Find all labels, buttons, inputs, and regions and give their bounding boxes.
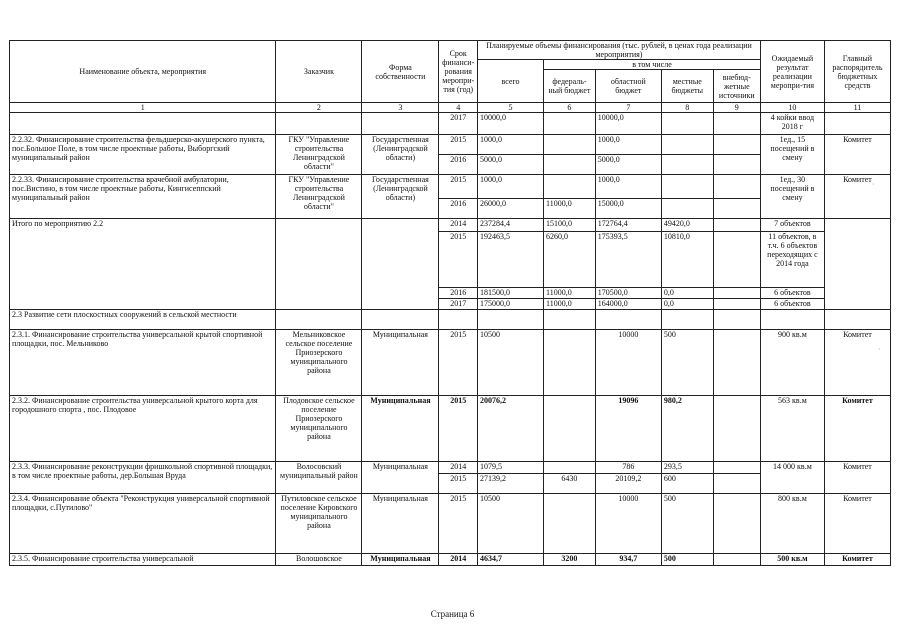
colnum: 3: [362, 103, 439, 113]
cell-customer: Путиловское сельское поселение Кировского муниципального района: [276, 494, 362, 554]
cell-total: 175000,0: [477, 299, 543, 310]
hdr-term: Срок финанси-рования меропри-тия (год): [439, 41, 478, 103]
cell-customer: ГКУ "Управление строительства Ленинградской области": [276, 175, 362, 219]
colnum: 11: [824, 103, 890, 113]
table-row: [10, 462, 891, 474]
cell-name: 2.3.3. Финансирование реконструкции фришкольной спортивной площадки, в том числе проектные работы, дер.Большая Вруда: [10, 462, 276, 494]
cell-total: 20076,2: [477, 396, 543, 462]
cell-result: 800 кв.м: [760, 494, 824, 554]
cell-name: 2.3.1. Финансирование строительства универсальной крытой спортивной площадки, пос. Мельниково: [10, 330, 276, 396]
cell-result: 6 объектов: [760, 299, 824, 310]
table-row: [10, 330, 891, 396]
colnum: 7: [595, 103, 661, 113]
cell-total: 27139,2: [477, 474, 543, 494]
cell-form: Муниципальная: [362, 396, 439, 462]
cell-year: 2015: [439, 474, 478, 494]
cell-year: 2016: [439, 288, 478, 299]
cell-year: 2015: [439, 135, 478, 155]
colnum: 1: [10, 103, 276, 113]
hdr-regional: областной бюджет: [595, 70, 661, 103]
cell-regional: 175393,5: [595, 232, 661, 288]
cell-local: 500: [661, 494, 713, 554]
cell-total: 26000,0: [477, 199, 543, 219]
cell-year: 2014: [439, 554, 478, 566]
cell-year: 2014: [439, 219, 478, 232]
cell-form: Государственная (Ленинградской области): [362, 135, 439, 175]
cell-customer: ГКУ "Управление строительства Ленинградской области": [276, 135, 362, 175]
table-row: [10, 135, 891, 155]
colnum: 6: [544, 103, 596, 113]
cell-year: 2015: [439, 396, 478, 462]
cell-total: 5000,0: [477, 155, 543, 175]
cell-result: 11 объектов, в т.ч. 6 объектов переходящих с 2014 года: [760, 232, 824, 288]
cell-name: Итого по мероприятию 2.2: [10, 219, 276, 310]
cell-regional: 1000,0: [595, 135, 661, 155]
cell-total: 192463,5: [477, 232, 543, 288]
cell-year: 2015: [439, 330, 478, 396]
cell-total: 10500: [477, 494, 543, 554]
cell-local: 500: [661, 554, 713, 566]
cell-federal: 11000,0: [544, 299, 596, 310]
cell-federal: 6430: [544, 474, 596, 494]
cell-manager: Комитет: [824, 462, 890, 494]
cell-federal: 6260,0: [544, 232, 596, 288]
cell-regional: 10000: [595, 494, 661, 554]
cell-manager: Комитет: [824, 554, 890, 566]
cell-name: 2.2.32. Финансирование строительства фельдшерско-акушерского пункта, пос.Большое Поле, в том числе проектные работы, Выборгский муниципальный район: [10, 135, 276, 175]
cell-regional: 20109,2: [595, 474, 661, 494]
cell-local: 600: [661, 474, 713, 494]
table-row: [10, 113, 891, 135]
scan-mark: ·: [872, 180, 875, 189]
table-row: [10, 219, 891, 232]
cell-result: 7 объектов: [760, 219, 824, 232]
cell-result: 6 объектов: [760, 288, 824, 299]
cell-total: 1000,0: [477, 135, 543, 155]
cell-name: 2.3.5. Финансирование строительства универсальной: [10, 554, 276, 566]
cell-form: Муниципальная: [362, 462, 439, 494]
cell-customer: Волошовское: [276, 554, 362, 566]
colnum: 8: [661, 103, 713, 113]
cell-federal: 11000,0: [544, 199, 596, 219]
cell-regional: 934,7: [595, 554, 661, 566]
cell-total: 4634,7: [477, 554, 543, 566]
cell-manager: Комитет: [824, 135, 890, 175]
page-number: Страница 6: [430, 609, 475, 619]
cell-local: 49420,0: [661, 219, 713, 232]
cell-manager: Комитет: [824, 175, 890, 219]
cell-year: 2016: [439, 155, 478, 175]
hdr-manager: Главный распорядитель бюджетных средств: [824, 41, 890, 103]
cell-regional: 1000,0: [595, 175, 661, 199]
colnum: 5: [477, 103, 543, 113]
cell-regional: 786: [595, 462, 661, 474]
cell-result: 900 кв.м: [760, 330, 824, 396]
hdr-planned: Планируемые объемы финансирования (тыс. рублей, в ценах года реализации мероприятия): [477, 41, 760, 60]
cell-regional: 164000,0: [595, 299, 661, 310]
document-page: [9, 40, 891, 566]
cell-regional: 15000,0: [595, 199, 661, 219]
cell-local: 500: [661, 330, 713, 396]
cell-customer: Мельниковское сельское поселение Приозерского муниципального района: [276, 330, 362, 396]
cell-year: 2016: [439, 199, 478, 219]
financing-table: [9, 40, 891, 566]
cell-regional: 10000: [595, 330, 661, 396]
hdr-federal: федераль-ный бюджет: [544, 70, 596, 103]
hdr-name: Наименование объекта, мероприятия: [10, 41, 276, 103]
cell-year: 2017: [439, 113, 478, 135]
cell-result: 4 койки ввод 2018 г: [760, 113, 824, 135]
cell-regional: 172764,4: [595, 219, 661, 232]
cell-local: 293,5: [661, 462, 713, 474]
cell-result: 1ед., 30 посещений в смену: [760, 175, 824, 219]
cell-manager: Комитет: [824, 396, 890, 462]
cell-customer: Волосовский муниципальный район: [276, 462, 362, 494]
table-row: [10, 494, 891, 554]
scan-mark: ·: [878, 345, 881, 354]
table-row: [10, 396, 891, 462]
cell-year: 2017: [439, 299, 478, 310]
cell-federal: 3200: [544, 554, 596, 566]
cell-year: 2015: [439, 494, 478, 554]
cell-name: 2.2.33. Финансирование строительства врачебной амбулатории, пос.Вистино, в том числе проектные работы, Кингисеппский муниципальный район: [10, 175, 276, 219]
hdr-result: Ожидаемый результат реализации меропри-тия: [760, 41, 824, 103]
cell-year: 2015: [439, 175, 478, 199]
table-row: [10, 310, 891, 330]
cell-total: 181500,0: [477, 288, 543, 299]
hdr-customer: Заказчик: [276, 41, 362, 103]
cell-result: 500 кв.м: [760, 554, 824, 566]
cell-total: 237284,4: [477, 219, 543, 232]
cell-total: 1000,0: [477, 175, 543, 199]
cell-federal: 11000,0: [544, 288, 596, 299]
table-row: [10, 175, 891, 199]
table-row: [10, 554, 891, 566]
cell-local: 980,2: [661, 396, 713, 462]
cell-regional: 10000,0: [595, 113, 661, 135]
hdr-extra: внебюд-жетные источники: [713, 70, 760, 103]
cell-form: Муниципальная: [362, 554, 439, 566]
cell-year: 2014: [439, 462, 478, 474]
cell-federal: 15100,0: [544, 219, 596, 232]
hdr-form: Форма собственности: [362, 41, 439, 103]
cell-result: 563 кв.м: [760, 396, 824, 462]
cell-total: 10500: [477, 330, 543, 396]
hdr-total: всего: [477, 60, 543, 103]
cell-name: 2.3.2. Финансирование строительства универсальной крытого корта для городошного спорта , пос. Плодовое: [10, 396, 276, 462]
cell-name: 2.3.4. Финансирование объекта "Реконструкция универсальной спортивной площадки, с.Путилово": [10, 494, 276, 554]
cell-manager: Комитет: [824, 330, 890, 396]
cell-local: 0,0: [661, 288, 713, 299]
hdr-incl: в том числе: [544, 60, 761, 70]
cell-form: Муниципальная: [362, 494, 439, 554]
cell-regional: 19096: [595, 396, 661, 462]
colnum: 4: [439, 103, 478, 113]
section-title: 2.3 Развитие сети плоскостных сооружений в сельской местности: [10, 310, 276, 330]
cell-result: 1ед., 15 посещений в смену: [760, 135, 824, 175]
cell-total: 1079,5: [477, 462, 543, 474]
cell-total: 10000,0: [477, 113, 543, 135]
hdr-local: местные бюджеты: [661, 70, 713, 103]
colnum: 9: [713, 103, 760, 113]
cell-manager: Комитет: [824, 494, 890, 554]
colnum: 2: [276, 103, 362, 113]
cell-form: Муниципальная: [362, 330, 439, 396]
cell-regional: 5000,0: [595, 155, 661, 175]
cell-regional: 170500,0: [595, 288, 661, 299]
cell-year: 2015: [439, 232, 478, 288]
cell-customer: Плодовское сельское поселение Приозерского муниципального района: [276, 396, 362, 462]
cell-local: 0,0: [661, 299, 713, 310]
cell-local: 10810,0: [661, 232, 713, 288]
cell-result: 14 000 кв.м: [760, 462, 824, 494]
cell-form: Государственная (Ленинградской области): [362, 175, 439, 219]
colnum: 10: [760, 103, 824, 113]
